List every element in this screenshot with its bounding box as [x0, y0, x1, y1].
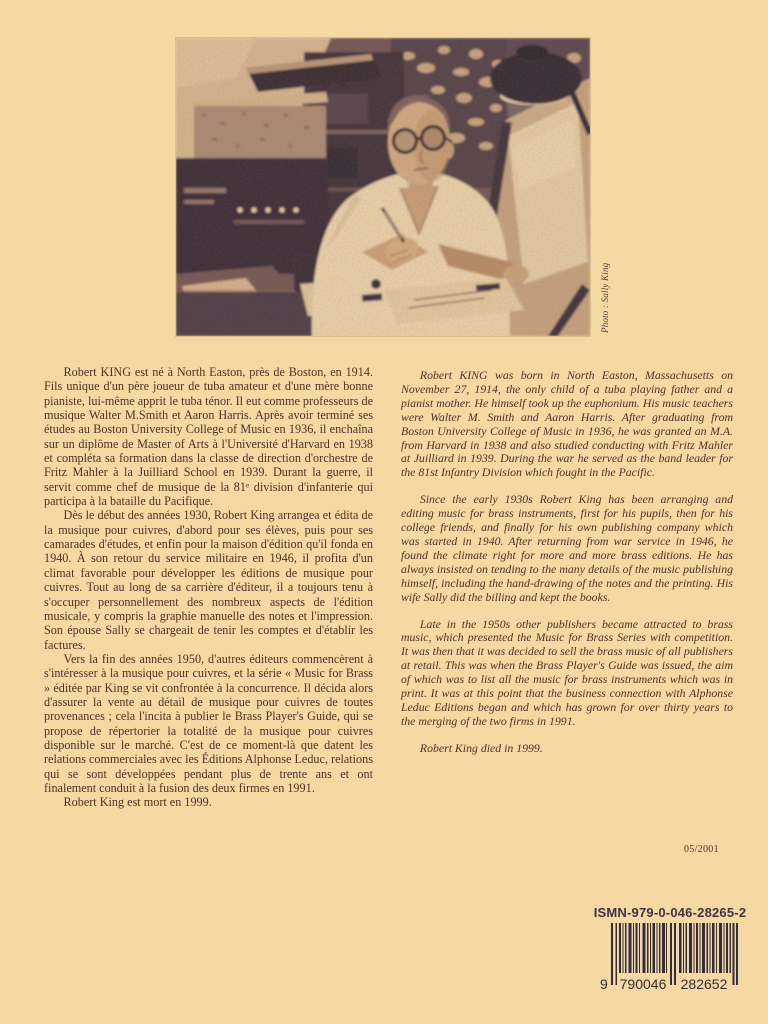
ismn-number: ISMN-979-0-046-28265-2	[593, 905, 747, 920]
paragraph-en-3: Late in the 1950s other publishers became attracted to brass music, which presented the Music for Brass Series with competition. It was then that it was decided to sell the brass music of all publishers at retail. This was when the Brass Player's Guide was issued, the aim of which was to list all the music for brass instruments which was in print. It was at this point that the business connection with Alphonse Leduc Editions began and which has grown for over thirty years to the merging of the two firms in 1991.	[401, 616, 733, 728]
paragraph-en-1: Robert KING was born in North Easton, Massachusetts on November 27, 1914, the only child of a tuba playing father and a pianist mother. He himself took up the euphonium. His music teachers were Walter M. Smith and Aaron Harris. After graduating from Boston University College of Music in 1936, he was granted an M.A. from Harvard in 1938 and also studied conducting with Fritz Mahler at Juilliard in 1939. During the war he served as the band leader for the 81st Infantry Division which fought in the Pacific.	[401, 368, 733, 480]
paragraph-fr-4: Robert King est mort en 1999.	[63, 795, 212, 810]
barcode-digits-right: 282652	[680, 976, 728, 992]
photo-illustration	[176, 38, 590, 336]
paragraph-fr-2: Dès le début des années 1930, Robert King arrangea et édita de la musique pour cuivres, d'abord pour ses élèves, puis pour ses camarades d'études, et enfin pour la maison d'édition qu'il fonda en 1940. À son retour du service militaire en 1946, il profita d'un climat favorable pour développer les éditions de musique pour cuivres. Tout au long de sa carrière d'éditeur, il a toujours tenu à s'occuper personnellement des nombreux aspects de l'édition musicale, y compris la graphie manuelle des notes et l'impression. Son épouse Sally se chargeait de tenir les comptes et d'établir les factures.	[44, 508, 373, 652]
paragraph-fr-1: Robert KING est né à North Easton, près de Boston, en 1914. Fils unique d'un père joueur de tuba amateur et d'une mère bonne pianiste, lui-même apprit le tuba ténor. Il eut comme professeurs de musique Walter M.Smith et Aaron Harris. Après avoir terminé ses études au Boston University College of Music en 1936, il enchaîna sur un diplôme de Master of Arts à l'Université d'Harvard en 1938 et compléta sa formation dans la classe de direction d'orchestre de Fritz Mahler à la Juilliard School en 1939. Durant la guerre, il servit comme chef de musique de la 81ᵉ division d'infanterie qui participa à la bataille du Pacifique.	[44, 365, 373, 509]
english-biography-column	[401, 369, 733, 769]
robert-king-photo	[176, 38, 590, 336]
paragraph-en-4: Robert King died in 1999.	[419, 740, 543, 755]
barcode-digit-first: 9	[600, 976, 608, 992]
print-date-code: 05/2001	[684, 844, 719, 855]
french-biography-column	[44, 365, 373, 810]
photo-credit: Photo : Sally King	[600, 262, 610, 333]
paragraph-fr-3: Vers la fin des années 1950, d'autres éditeurs commencèrent à s'intéresser à la musique pour cuivres, et la série « Music for Brass » éditée par King se vit confrontée à la concurrence. Il décida alors d'assurer la vente au détail de musique pour cuivres de toutes provenances ; cela l'incita à publier le Brass Player's Guide, qui se propose de répertorier la totalité de la musique pour cuivres disponible sur le marché. C'est de ce moment-là que datent les relations commerciales avec les Éditions Alphonse Leduc, relations qui se sont développées pendant plus de trente ans et ont finalement conduit à la fusion des deux firmes en 1991.	[44, 651, 373, 795]
barcode-digits-left: 790046	[619, 976, 667, 992]
paragraph-en-2: Since the early 1930s Robert King has been arranging and editing music for brass instruments, first for his pupils, then for his college friends, and finally for his own publishing company which was started in 1940. After returning from war service in 1946, he found the climate right for more and more brass editions. He has always insisted on tending to the many details of the music publishing himself, including the hand-drawing of the notes and the printing. His wife Sally did the billing and kept the books.	[401, 492, 733, 604]
ean-barcode	[598, 923, 739, 995]
